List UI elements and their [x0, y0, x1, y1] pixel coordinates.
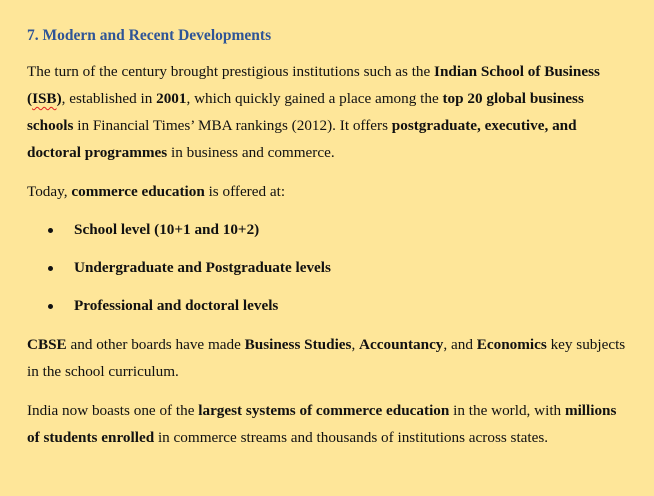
bold-run: millions of students enrolled	[27, 402, 617, 447]
text-run: ,	[351, 336, 360, 353]
bold-run: 2001	[156, 89, 187, 107]
bold-run: CBSE	[27, 336, 67, 353]
bold-run: Economics	[476, 336, 547, 353]
bold-run: commerce education	[71, 182, 205, 200]
text-run: , and	[443, 336, 477, 353]
bold-run: )	[56, 89, 62, 107]
paragraph-cbse	[27, 331, 627, 386]
list-item-label: School level (10+1 and 10+2)	[74, 221, 260, 238]
list-item-label: Professional and doctoral levels	[74, 297, 279, 314]
text-run: The turn of the century brought prestigious institutions such as the	[27, 62, 435, 80]
bold-run: top 20 global business schools	[27, 89, 584, 135]
text-run: key subjects in the school curriculum.	[27, 336, 626, 381]
bullet-icon	[48, 304, 53, 309]
text-run: in commerce streams and thousands of institutions across states.	[154, 429, 549, 447]
text-run: and other boards have made	[66, 336, 245, 353]
bold-run: Accountancy	[359, 336, 444, 353]
bold-run: postgraduate, executive, and doctoral programmes	[27, 117, 577, 162]
text-run: , which quickly gained a place among the	[186, 89, 443, 107]
text-run: Today,	[27, 182, 72, 200]
section-heading: 7. Modern and Recent Developments	[27, 27, 272, 44]
text-run: India now boasts one of the	[27, 402, 199, 419]
text-run: in Financial Times’ MBA rankings (2012). It offers	[73, 117, 392, 135]
bold-run: largest systems of commerce education	[198, 402, 450, 419]
paragraph-today	[27, 178, 627, 205]
paragraph-isb	[27, 58, 627, 167]
bullet-icon	[48, 228, 53, 233]
text-run: is offered at:	[204, 182, 286, 200]
list-item-label: Undergraduate and Postgraduate levels	[74, 259, 331, 276]
spellcheck-word[interactable]: ISB	[32, 89, 57, 107]
paragraph-india	[27, 397, 627, 452]
text-run: in business and commerce.	[167, 144, 335, 162]
bold-run: Indian School of Business (	[27, 62, 600, 107]
text-run: in the world, with	[449, 402, 565, 419]
bullet-icon	[48, 266, 53, 271]
bold-run: Business Studies	[244, 336, 352, 353]
text-run: , established in	[61, 89, 157, 107]
